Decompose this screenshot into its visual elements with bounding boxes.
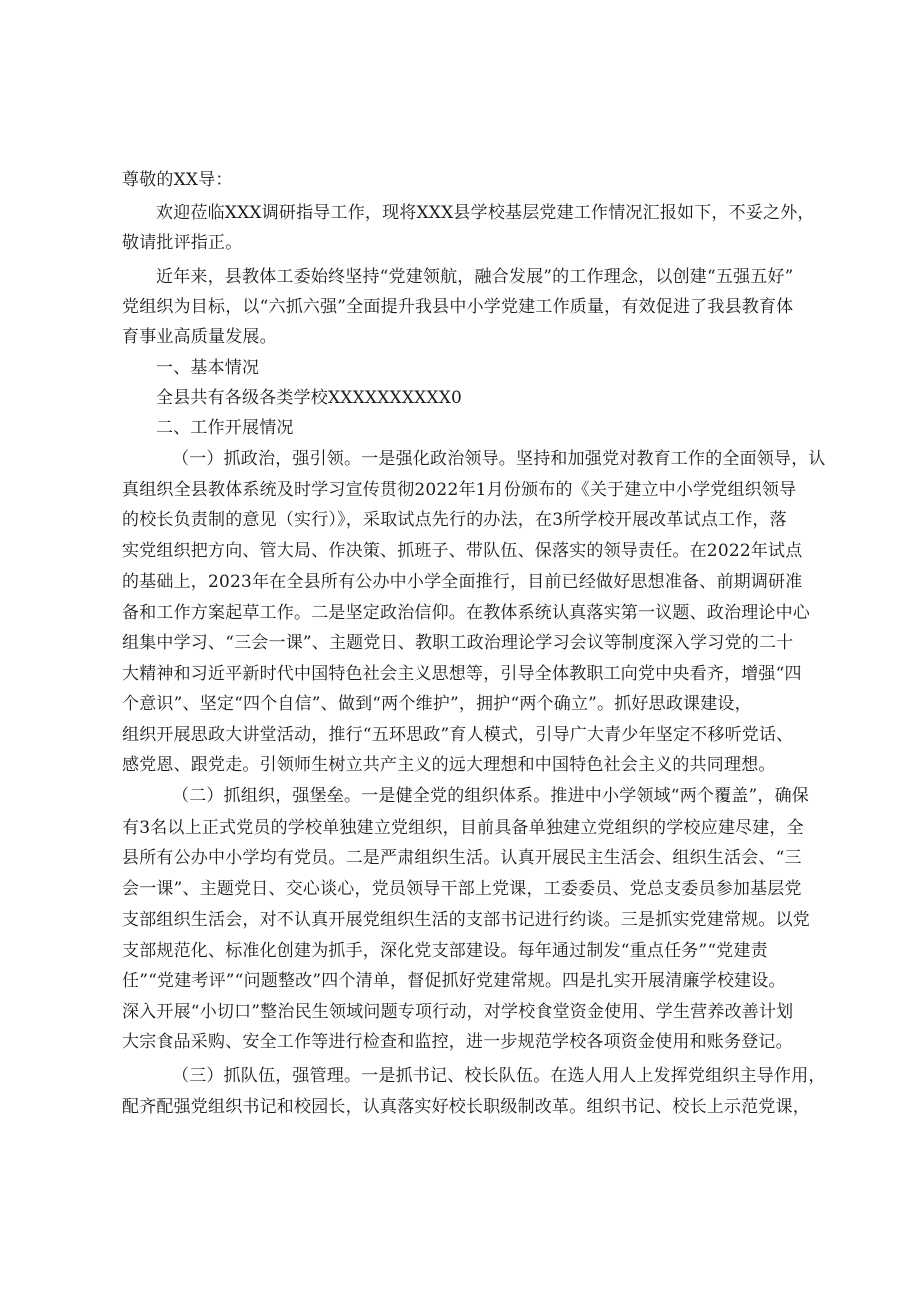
section2-line: 任”“党建考评”“问题整改”四个清单，督促抓好党建常规。四是扎实开展清廉学校建设。: [122, 971, 786, 991]
salutation: 尊敬的XX导：: [122, 170, 233, 190]
heading-work-progress: 二、工作开展情况: [156, 418, 294, 438]
section1-line: 真组织全县教体系统及时学习宣传贯彻2022年1月份颁布的《关于建立中小学党组织领导: [122, 480, 797, 500]
section2-line: 支部规范化、标准化创建为抓手，深化党支部建设。每年通过制发“重点任务”“党建责: [122, 941, 768, 961]
section1-line: 备和工作方案起草工作。二是坚定政治信仰。在教体系统认真落实第一议题、政治理论中心: [122, 603, 810, 623]
heading-basic-info: 一、基本情况: [156, 358, 260, 378]
section1-line: 组集中学习、“三会一课”、主题党日、教职工政治理论学习会议等制度深入学习党的二十: [122, 633, 794, 653]
section1-line: 实党组织把方向、管大局、作决策、抓班子、带队伍、保落实的领导责任。在2022年试点: [122, 541, 803, 561]
section2-line: 支部组织生活会，对不认真开展党组织生活的支部书记进行约谈。三是抓实党建常规。以党: [122, 910, 810, 930]
section1-line: 感党恩、跟党走。引领师生树立共产主义的远大理想和中国特色社会主义的共同理想。: [122, 755, 776, 775]
section2-line: 深入开展“小切口”整治民生领域问题专项行动，对学校食堂资金使用、学生营养改善计划: [122, 1002, 794, 1022]
section2-line: 有3名以上正式党员的学校单独建立党组织，目前具备单独建立党组织的学校应建尽建，全: [122, 818, 804, 838]
section1-line: （一）抓政治，强引领。一是强化政治领导。坚持和加强党对教育工作的全面领导，认: [172, 449, 826, 469]
section2-line: （二）抓组织，强堡垒。一是健全党的组织体系。推进中小学领域“两个覆盖”，确保: [172, 786, 809, 806]
section2-line: 县所有公办中小学均有党员。二是严肃组织生活。认真开展民主生活会、组织生活会、“三: [122, 848, 802, 868]
section2-line: 大宗食品采购、安全工作等进行检查和监控，进一步规范学校各项资金使用和账务登记。: [122, 1032, 793, 1052]
paragraph-background-line: 党组织为目标，以“六抓六强”全面提升我县中小学党建工作质量，有效促进了我县教育体: [122, 297, 794, 317]
section1-line: 的基础上，2023年在全县所有公办中小学全面推行，目前已经做好思想准备、前期调研准: [122, 572, 803, 592]
paragraph-background-line: 近年来，县教体工委始终坚持“党建领航，融合发展”的工作理念，以创建“五强五好”: [156, 267, 794, 287]
section2-line: 会一课”、主题党日、交心谈心，党员领导干部上党课，工委委员、党总支委员参加基层党: [122, 879, 802, 899]
paragraph-intro-line: 敬请批评指正。: [122, 233, 243, 253]
section1-line: 的校长负责制的意见（实行）》，采取试点先行的办法，在3所学校开展改革试点工作，落: [122, 510, 787, 530]
section3-line: （三）抓队伍，强管理。一是抓书记、校长队伍。在选人用人上发挥党组织主导作用，: [172, 1066, 826, 1086]
section1-line: 大精神和习近平新时代中国特色社会主义思想等，引导全体教职工向党中央看齐，增强“四: [122, 664, 802, 684]
section3-line: 配齐配强党组织书记和校园长，认真落实好校长职级制改革。组织书记、校长上示范党课，: [122, 1097, 810, 1117]
paragraph-intro-line: 欢迎莅临XXX调研指导工作，现将XXX县学校基层党建工作情况汇报如下，不妥之外，: [156, 203, 815, 223]
basic-info-text: 全县共有各级各类学校XXXXXXXXXX0: [156, 388, 463, 408]
paragraph-background-line: 育事业高质量发展。: [122, 327, 277, 347]
section1-line: 个意识”、坚定“四个自信”、做到“两个维护”，拥护“两个确立”。抓好思政课建设，: [122, 694, 752, 714]
section1-line: 组织开展思政大讲堂活动，推行“五环思政”育人模式，引导广大青少年坚定不移听党话、: [122, 725, 794, 745]
